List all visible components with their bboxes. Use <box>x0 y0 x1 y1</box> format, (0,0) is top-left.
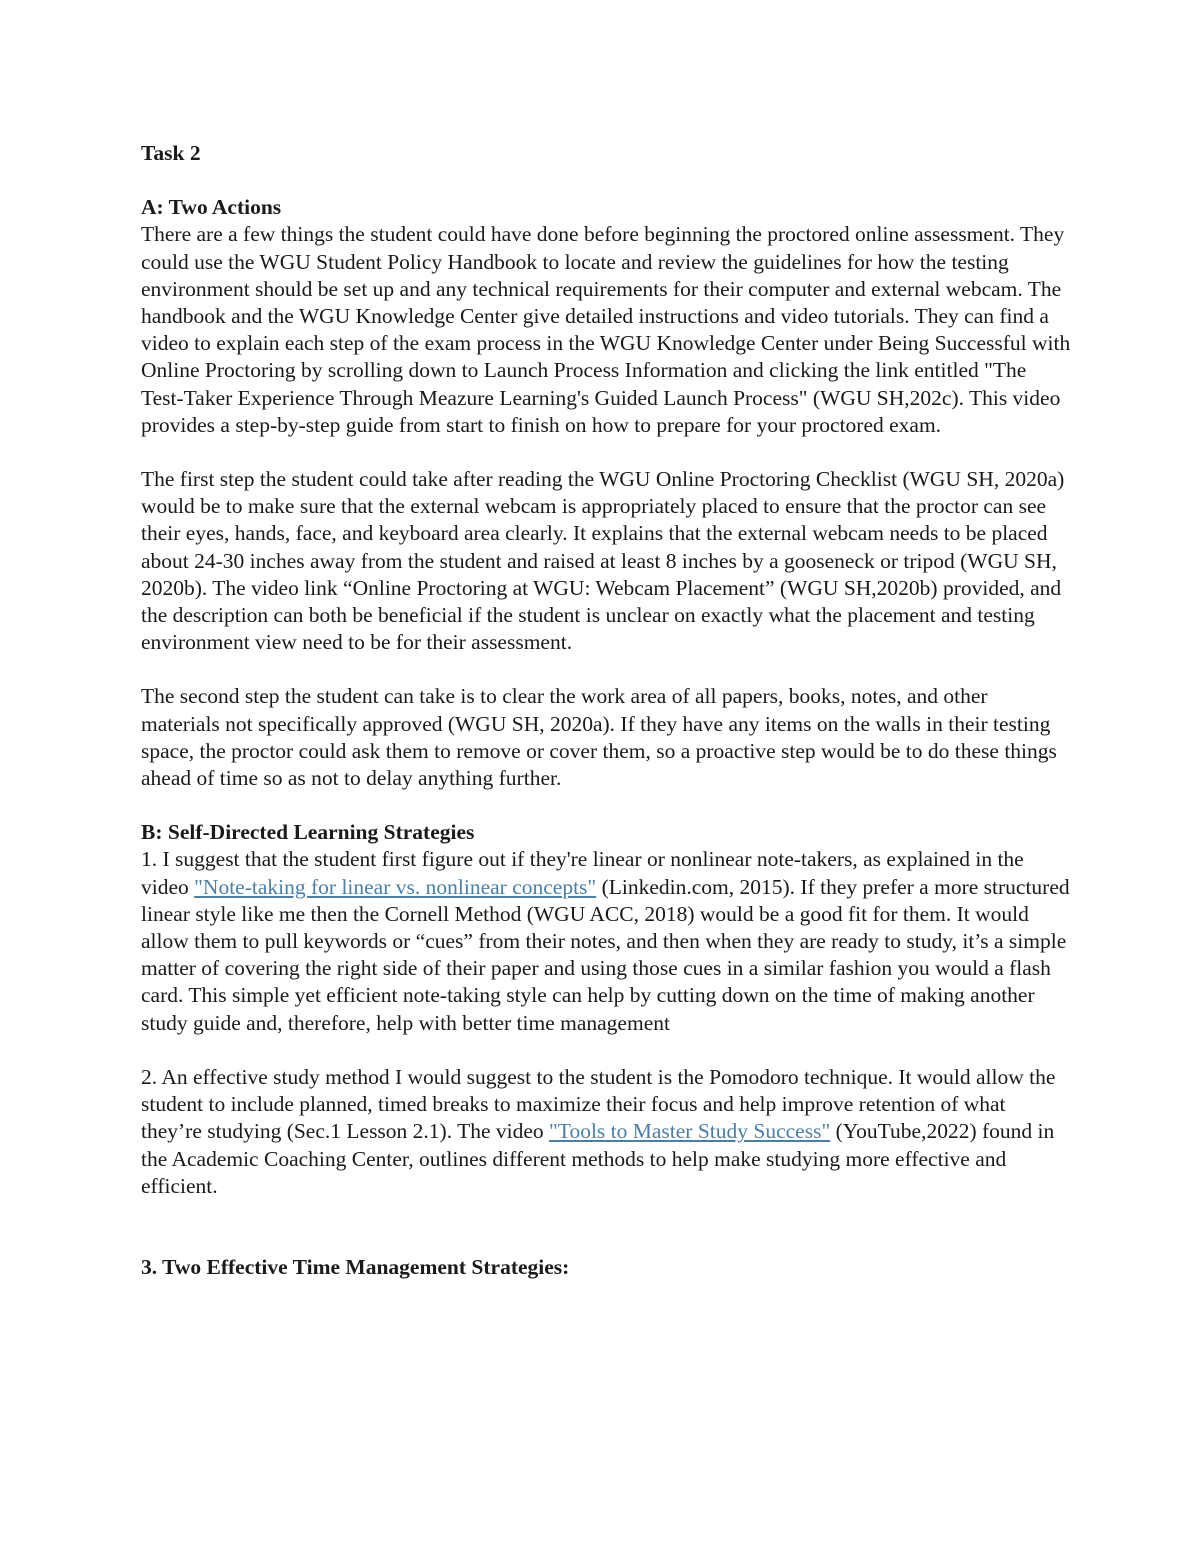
section-a-heading: A: Two Actions <box>141 195 282 220</box>
section-b-item-2 <box>141 1064 1071 1200</box>
document-page <box>141 140 1071 1281</box>
section-3-heading: 3. Two Effective Time Management Strategies: <box>141 1254 570 1279</box>
document-title: Task 2 <box>141 141 201 165</box>
section-a-paragraph-2: The first step the student could take after reading the WGU Online Proctoring Checklist (WGU SH, 2020a) would be to make sure that the external webcam is appropriately placed to ensure that the proctor can see their eyes, hands, face, and keyboard area clearly. It explains that the external webcam needs to be placed about 24-30 inches away from the student and raised at least 8 inches by a gooseneck or tripod (WGU SH, 2020b). The video link “Online Proctoring at WGU: Webcam Placement” (WGU SH,2020b) provided, and the description can both be beneficial if the student is unclear on exactly what the placement and testing environment view need to be for their assessment. <box>141 467 1065 655</box>
item-1-text-after: (Linkedin.com, 2015). If they prefer a more structured linear style like me then the Cornell Method (WGU ACC, 2018) would be a good fit for them. It would allow them to pull keywords or “cues” from their notes, and then when they are ready to study, it’s a simple matter of covering the right side of their paper and using those cues in a similar fashion you would a flash card. This simple yet efficient note-taking style can help by cutting down on the time of making another study guide and, therefore, help with better time management <box>141 874 1070 1035</box>
section-b-heading: B: Self-Directed Learning Strategies <box>141 820 475 845</box>
study-success-video-link[interactable]: "Tools to Master Study Success" <box>549 1119 831 1144</box>
section-a-paragraph-1: There are a few things the student could have done before beginning the proctored online assessment. They could use the WGU Student Policy Handbook to locate and review the guidelines for how the testing environment should be set up and any technical requirements for their computer and external webcam. The handbook and the WGU Knowledge Center give detailed instructions and video tutorials. They can find a video to explain each step of the exam process in the WGU Knowledge Center under Being Successful with Online Proctoring by scrolling down to Launch Process Information and clicking the link entitled "The Test-Taker Experience Through Meazure Learning's Guided Launch Process" (WGU SH,202c). This video provides a step-by-step guide from start to finish on how to prepare for your proctored exam. <box>141 222 1071 437</box>
section-a-paragraph-3: The second step the student can take is to clear the work area of all papers, books, notes, and other materials not specifically approved (WGU SH, 2020a). If they have any items on the walls in their testing space, the proctor could ask them to remove or cover them, so a proactive step would be to do these things ahead of time so as not to delay anything further. <box>141 684 1057 791</box>
item-2-text-before: 2. An effective study method I would suggest to the student is the Pomodoro technique. It would allow the student to include planned, timed breaks to maximize their focus and help improve retention of what they’re studying (Sec.1 Lesson 2.1). The video <box>141 1064 1056 1144</box>
spacer <box>141 439 1071 466</box>
spacer <box>141 656 1071 683</box>
spacer <box>141 792 1071 819</box>
spacer <box>141 1037 1071 1064</box>
item-2-text-after: (YouTube,2022) found in the Academic Coaching Center, outlines different methods to help make studying more effective and efficient. <box>141 1119 1055 1198</box>
note-taking-video-link[interactable]: "Note-taking for linear vs. nonlinear concepts" <box>194 874 597 899</box>
spacer <box>141 167 1071 194</box>
section-b-item-1 <box>141 846 1071 1036</box>
item-1-text-before: 1. I suggest that the student first figure out if they're linear or nonlinear note-takers, as explained in the video <box>141 847 1024 899</box>
spacer <box>141 1200 1071 1254</box>
